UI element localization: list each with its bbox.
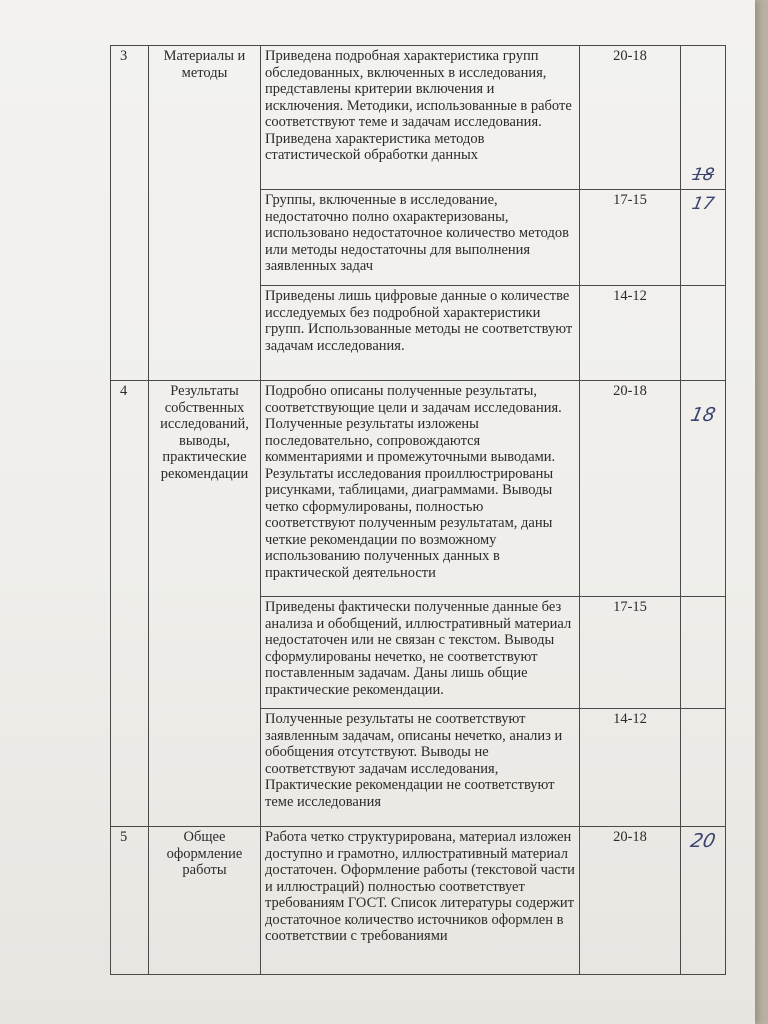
points-range: 20-18: [580, 46, 681, 190]
section-number: 4: [111, 381, 149, 827]
points-range: 20-18: [580, 827, 681, 975]
points-range: 17-15: [580, 597, 681, 709]
section-title: Результаты собственных исследований, выводы, практические рекомендации: [149, 381, 261, 827]
criterion-description: Приведены лишь цифровые данные о количестве исследуемых без подробной характеристики групп. Использованные методы не соответствуют задачам исследования.: [261, 286, 580, 381]
points-range: 20-18: [580, 381, 681, 597]
handwritten-grade: 18: [690, 164, 716, 185]
criterion-description: Приведены фактически полученные данные без анализа и обобщений, иллюстративный материал недостаточен или не связан с текстом. Выводы сформулированы нечетко, не соответствуют поставленным задачам. Даны лишь общие практические рекомендации.: [261, 597, 580, 709]
points-range: 17-15: [580, 190, 681, 286]
handwritten-grade: 17: [690, 194, 716, 214]
criterion-description: Группы, включенные в исследование, недостаточно полно охарактеризованы, использовано недостаточное количество методов или методы недостаточны для выполнения заявленных задач: [261, 190, 580, 286]
criterion-description: Подробно описаны полученные результаты, соответствующие цели и задачам исследования. Полученные результаты изложены последовательно, сопровождаются комментариями и промежуточными выводами. Результаты исследования проиллюстрированы рисунками, таблицами, диаграммами. Выводы четко сформулированы, полностью соответствуют полученным результатам, даны четкие рекомендации по возможному использованию полученных данных в практической деятельности: [261, 381, 580, 597]
section-number: 5: [111, 827, 149, 975]
criterion-description: Работа четко структурирована, материал изложен доступно и грамотно, иллюстративный материал достаточен. Оформление работы (текстовой части и иллюстраций) полностью соответствует требованиям ГОСТ. Список литературы содержит достаточное количество источников оформлен в соответствии с требованиями: [261, 827, 580, 975]
table-row: [111, 46, 726, 190]
table-row: [111, 827, 726, 975]
evaluation-criteria-table: [110, 45, 726, 975]
section-title: Общее оформление работы: [149, 827, 261, 975]
points-range: 14-12: [580, 709, 681, 827]
points-range: 14-12: [580, 286, 681, 381]
section-title: Материалы и методы: [149, 46, 261, 381]
section-number: 3: [111, 46, 149, 381]
handwritten-grade: 18: [688, 404, 718, 426]
criterion-description: Полученные результаты не соответствуют заявленным задачам, описаны нечетко, анализ и обобщения отсутствуют. Выводы не соответствуют задачам исследования, Практические рекомендации не соответствуют теме исследования: [261, 709, 580, 827]
handwritten-grade: 20: [688, 830, 718, 852]
table-row: [111, 381, 726, 597]
criterion-description: Приведена подробная характеристика групп обследованных, включенных в исследования, представлены критерии включения и исключения. Методики, использованные в работе соответствуют теме и задачам исследования. Приведена характеристика методов статистической обработки данных: [261, 46, 580, 190]
